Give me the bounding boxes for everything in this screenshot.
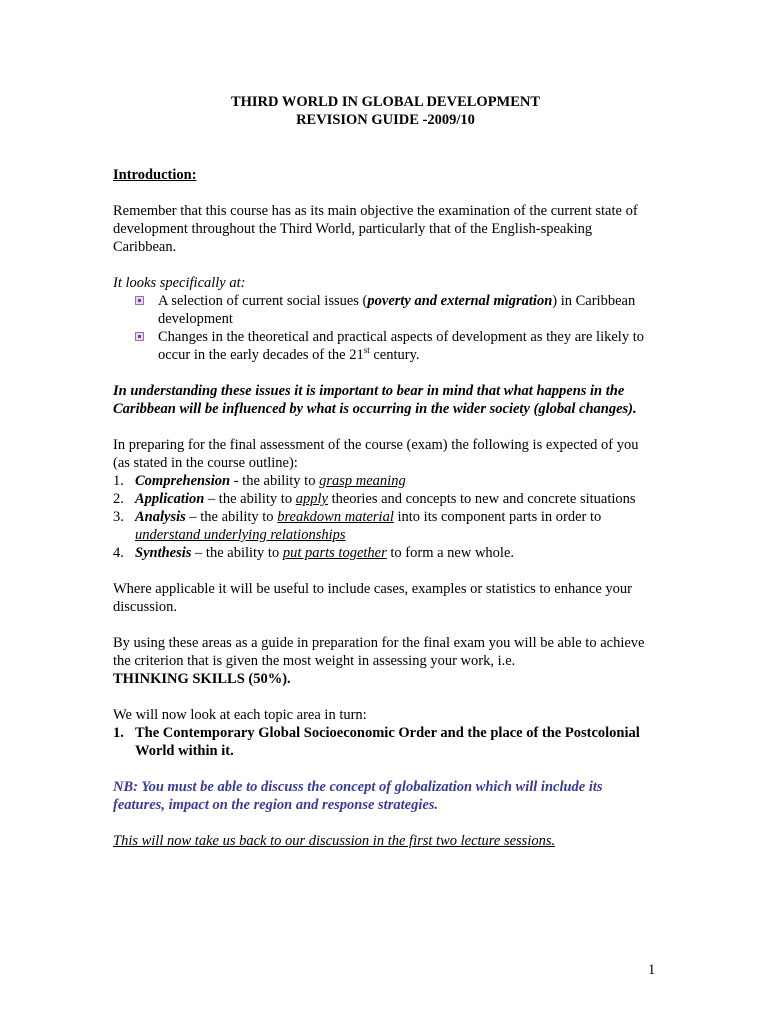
list-item: 3. Analysis – the ability to breakdown material into its component parts in order to understand underlying relationships [113,509,602,543]
thinking-skills: THINKING SKILLS (50%). [113,671,291,687]
title-line-1: THIRD WORLD IN GLOBAL DEVELOPMENT [230,94,541,110]
list-item: 1. Comprehension - the ability to grasp meaning [113,473,406,489]
square-bullet-icon [135,296,144,305]
now-look-paragraph: We will now look at each topic area in turn: [113,707,367,723]
looks-at-label: It looks specifically at: [113,275,246,291]
title-line-2: REVISION GUIDE -2009/10 [296,112,475,128]
square-bullet-icon [135,332,144,341]
back-note: This will now take us back to our discussion in the first two lecture sessions. [113,833,556,849]
topic-heading: 1. The Contemporary Global Socioeconomic Order and the place of the Postcolonial World within it. [113,725,640,759]
topic-list [113,724,658,760]
focus-bullet-list [113,292,658,364]
applicable-paragraph: Where applicable it will be useful to include cases, examples or statistics to enhance your discussion. [113,581,633,615]
preparing-paragraph: In preparing for the final assessment of the course (exam) the following is expected of you (as stated in the course outline): [113,437,639,471]
list-item: Changes in the theoretical and practical aspects of development as they are likely to occur in the early decades of the 21st century. [113,328,658,364]
by-using-paragraph: By using these areas as a guide in preparation for the final exam you will be able to achieve the criterion that is given the most weight in assessing your work, i.e. THINKING SKILLS (50%). [113,635,645,687]
nb-note: NB: You must be able to discuss the concept of globalization which will include its features, impact on the region and response strategies. [113,779,603,813]
page-number: 1 [648,962,656,978]
introduction-heading: Introduction: [113,167,197,183]
intro-paragraph: Remember that this course has as its main objective the examination of the current state of development throughout the Third World, particularly that of the English-speaking Caribbean. [113,203,638,255]
skills-list [113,472,658,562]
document-title [113,93,658,129]
emphasis-paragraph: In understanding these issues it is important to bear in mind that what happens in the Caribbean will be influenced by what is occurring in the wider society (global changes). [113,383,637,417]
list-item: 2. Application – the ability to apply theories and concepts to new and concrete situations [113,491,636,507]
document-page [113,93,658,850]
list-item: A selection of current social issues (poverty and external migration) in Caribbean development [113,292,658,328]
list-item: 4. Synthesis – the ability to put parts together to form a new whole. [113,545,515,561]
